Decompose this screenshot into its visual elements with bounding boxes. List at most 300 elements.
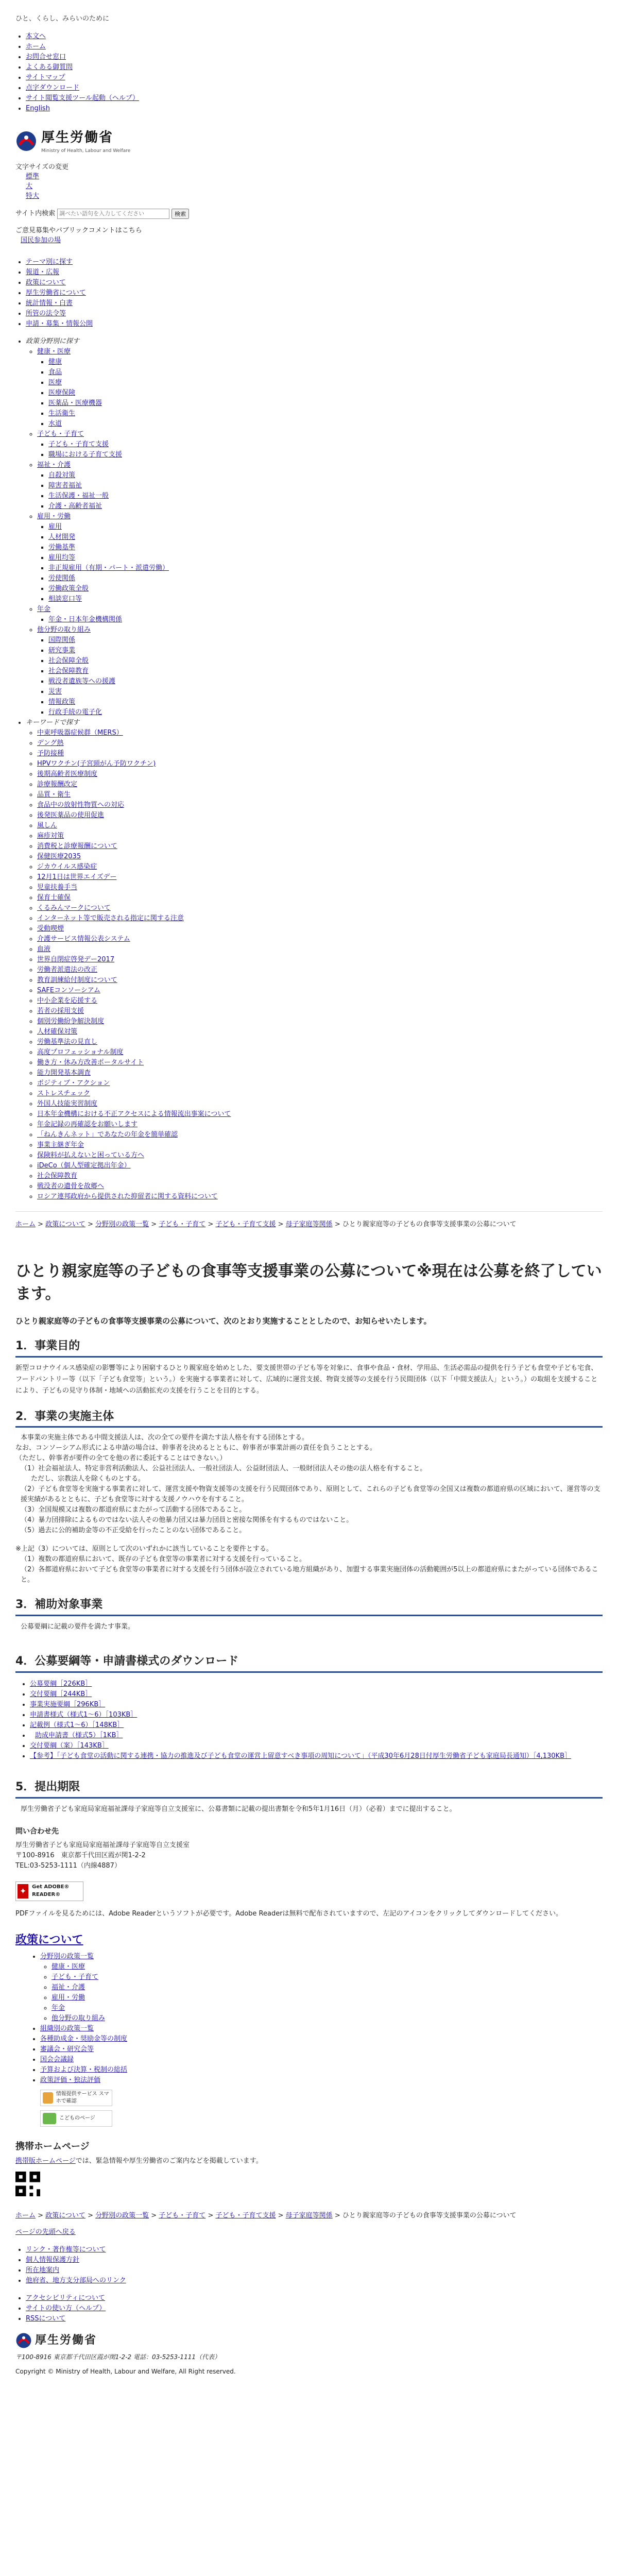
download-link-item	[30, 1710, 603, 1720]
keyword-link-item	[37, 913, 603, 924]
policy-subcategory-link-item	[48, 450, 603, 460]
keyword-link[interactable]: 麻疹対策	[37, 832, 64, 840]
download-link-item	[30, 1741, 603, 1751]
policy-subcategory-link[interactable]: 労働基準	[48, 543, 76, 551]
keyword-link[interactable]: ストレスチェック	[37, 1089, 90, 1097]
related-link-item	[40, 2055, 603, 2065]
keyword-link-item	[37, 1150, 603, 1161]
keyword-link-item	[37, 1027, 603, 1037]
keyword-link[interactable]: SAFEコンソーシアム	[37, 986, 100, 994]
policy-subcategory-list	[37, 439, 603, 460]
adobe-reader-badge[interactable]: ✦ Get ADOBE® READER®	[15, 1882, 83, 1901]
keyword-link[interactable]: 外国人技能実習制度	[37, 1099, 98, 1108]
section-purpose-text: 新型コロナウイルス感染症の影響等により困窮するひとり親家庭を始めとした、要支援世帯の子ども等を対象に、食事や食品・食材、学用品、生活必需品の提供を行う子ども食堂や子ども宅食、フードパントリー等（以下「子ども食堂等」という。）を実施する事業者に対して、広域的に運営支援、物資支援等の支援を行う民間団体（以下「中間支援法人」という。）の取組を支援することにより、子どもの見守り体制・地域への活動拡充の支援を行うことを目的とする。	[15, 1364, 598, 1395]
policy-subcategory-link[interactable]: 災害	[48, 687, 62, 696]
related-link[interactable]: 各種助成金・奨励金等の制度	[40, 2035, 128, 2043]
download-link[interactable]: 交付要綱（案）［143KB］	[30, 1742, 109, 1750]
keyword-link[interactable]: ロシア連邦政府から提供された抑留者に関する資料について	[37, 1192, 218, 1200]
kids-icon	[43, 2113, 56, 2124]
related-policy-heading[interactable]: 政策について	[15, 1934, 83, 1947]
keyword-link-item	[37, 872, 603, 883]
footer-link[interactable]: RSSについて	[26, 2315, 66, 2323]
policy-subcategory-link-item	[48, 646, 603, 656]
keyword-link[interactable]: 介護サービス情報公表システム	[37, 935, 130, 943]
footer-link-item	[26, 2255, 603, 2265]
related-child-link-item	[52, 1962, 603, 1972]
kids-page-banner[interactable]: こどものページ	[40, 2110, 112, 2127]
keyword-link[interactable]: インターネット等で販売される指定に関する注意	[37, 914, 184, 922]
faq-link[interactable]: よくある御質問	[26, 63, 73, 71]
footer-link[interactable]: 個人情報保護方針	[26, 2256, 80, 2264]
keyword-link[interactable]: 保育士確保	[37, 893, 71, 902]
entity-requirement: （5）過去に公的補助金等の不正受給を行ったことのない団体であること。	[21, 1527, 246, 1535]
policy-subcategory-link-item	[48, 697, 603, 707]
download-link[interactable]: 事業実施要綱［296KB］	[30, 1701, 106, 1709]
related-child-link[interactable]: 健康・医療	[52, 1963, 85, 1971]
keyword-link[interactable]: HPVワクチン(子宮頸がん予防ワクチン)	[37, 759, 156, 768]
policy-subcategory-link-item	[48, 357, 603, 367]
related-link-item	[40, 2075, 603, 2086]
breadcrumb-link[interactable]: 子ども・子育て	[159, 1220, 206, 1228]
search-label: サイト内検索	[15, 209, 56, 217]
policy-subcategory-link-item	[48, 584, 603, 594]
policy-subcategory-link-item	[48, 398, 603, 409]
section-target-heading: 3．補助対象事業	[15, 1597, 603, 1616]
policy-subcategory-link[interactable]: 障害者福祉	[48, 481, 82, 489]
page-top-link[interactable]: ページの先頭へ戻る	[15, 2228, 76, 2236]
breadcrumb-link[interactable]: 分野別の政策一覧	[95, 1220, 149, 1228]
breadcrumb-separator: >	[85, 2211, 96, 2219]
breadcrumb-link[interactable]: 子ども・子育て	[159, 2211, 206, 2219]
tagline: ひと、くらし、みらいのために	[15, 15, 110, 23]
download-link-item	[30, 1720, 603, 1731]
adobe-pdf-icon: ✦	[18, 1884, 28, 1899]
footer-link-item	[26, 2303, 603, 2314]
utility-link-english	[26, 104, 603, 114]
entity-note: （1）複数の都道府県において、既存の子ども食堂等の事業者に対する支援を行っていること。	[21, 1555, 306, 1564]
related-child-link[interactable]: 子ども・子育て	[52, 1973, 99, 1981]
gnav-applications[interactable]: 申請・募集・情報公開	[26, 319, 93, 328]
related-child-link[interactable]: 他分野の取り組み	[52, 2014, 106, 2023]
policy-subcategory-link-item	[48, 563, 603, 573]
font-size-xlarge[interactable]: 特大	[26, 192, 40, 200]
public-comment-text: ご意見募集やパブリックコメントはこちら	[15, 226, 142, 234]
keyword-link[interactable]: 診療報酬改定	[37, 780, 78, 788]
download-link[interactable]: 公募要綱［226KB］	[30, 1680, 92, 1688]
download-link[interactable]: 助成申請書（様式5）［1KB］	[35, 1732, 123, 1740]
keyword-link[interactable]: 働き方・休み方改善ポータルサイト	[37, 1058, 144, 1066]
keyword-link[interactable]: 若者の採用支援	[37, 1007, 84, 1015]
home-link[interactable]: ホーム	[26, 42, 46, 50]
keyword-link[interactable]: 社会保障教育	[37, 1172, 78, 1180]
mobile-heading: 携帯ホームページ	[15, 2141, 90, 2153]
keyword-link[interactable]: 消費税と診療報酬について	[37, 842, 117, 850]
global-navigation	[15, 257, 603, 1202]
keyword-link-item	[37, 1058, 603, 1068]
policy-category	[37, 460, 603, 512]
entity-requirement: （1）社会福祉法人、特定非営利活動法人、公益社団法人、一般社団法人、公益財団法人、一般財団法人その他の法人格を有すること。	[21, 1465, 427, 1473]
entity-line: 本事業の実施主体である中間支援法人は、次の全ての要件を満たす法人格を有する団体とする。	[21, 1434, 309, 1442]
policy-subcategory-link[interactable]: 労使関係	[48, 574, 76, 582]
keyword-link[interactable]: 労働基準法の見直し	[37, 1038, 98, 1046]
related-child-link[interactable]: 福祉・介護	[52, 1984, 85, 1992]
policy-subcategory-link[interactable]: 子ども・子育て支援	[48, 440, 109, 448]
policy-category	[37, 429, 603, 460]
keyword-link[interactable]: 12月1日は世界エイズデー	[37, 873, 117, 881]
keyword-link-item	[37, 759, 603, 769]
breadcrumb	[15, 1211, 603, 1230]
policy-category	[37, 604, 603, 625]
breadcrumb-current: ひとり親家庭等の子どもの食事等支援事業の公募について	[342, 2211, 517, 2219]
keyword-link[interactable]: 個別労働紛争解決制度	[37, 1017, 105, 1025]
keyword-link[interactable]: 世界自閉症啓発デー2017	[37, 955, 115, 963]
breadcrumb-link[interactable]: 子ども・子育て支援	[215, 1220, 276, 1228]
keyword-link[interactable]: 風しん	[37, 821, 58, 829]
footer-logo[interactable]	[15, 2332, 603, 2349]
footer-link-item	[26, 2293, 603, 2303]
policy-subcategory-link[interactable]: 職場における子育て支援	[48, 450, 123, 459]
keyword-link[interactable]: 戦没者の遺骨を故郷へ	[37, 1182, 105, 1190]
keyword-link-item	[37, 852, 603, 862]
related-child-link-item	[52, 1993, 603, 2003]
related-link[interactable]: 予算および決算・税制の総括	[40, 2066, 128, 2074]
utility-link-home	[26, 42, 603, 52]
policy-subcategory-link[interactable]: 研究事業	[48, 646, 76, 654]
mobile-link[interactable]: 携帯版ホームページ	[15, 2157, 76, 2165]
policy-subcategory-link-item	[48, 615, 603, 625]
related-link[interactable]: 分野別の政策一覧	[40, 1953, 94, 1961]
entity-requirement-note: ただし、宗教法人を除くものとする。	[31, 1475, 145, 1483]
policy-category-label[interactable]: 雇用・労働	[37, 512, 71, 520]
breadcrumb-separator: >	[149, 1220, 159, 1228]
search-input[interactable]	[57, 209, 169, 219]
related-link[interactable]: 国会会議録	[40, 2056, 74, 2064]
related-link[interactable]: 組織別の政策一覧	[40, 2025, 94, 2033]
footer-link[interactable]: アクセシビリティについて	[26, 2294, 106, 2302]
keyword-link[interactable]: 教育訓練給付制度について	[37, 976, 117, 984]
policy-subcategory-list	[37, 470, 603, 512]
policy-subcategory-link-item	[48, 635, 603, 646]
keyword-link[interactable]: デング熱	[37, 739, 64, 747]
keyword-link[interactable]: 人材確保対策	[37, 1027, 78, 1036]
download-link-item	[30, 1731, 603, 1741]
entity-note: ※上記（3）については、原則として次のいずれかに該当していることを要件とする。	[15, 1545, 273, 1553]
keyword-link[interactable]: 保健医療2035	[37, 852, 81, 860]
keyword-link[interactable]: ジカウイルス感染症	[37, 862, 97, 871]
policy-subcategory-link[interactable]: 国際関係	[48, 636, 76, 644]
policy-subcategory-link[interactable]: 年金・日本年金機構関係	[48, 615, 123, 623]
site-logo[interactable]	[15, 128, 603, 155]
entity-note: （2）各都道府県において子ども食堂等の事業者に対する支援を行う団体が設立されている地方組織があり、加盟する事業実施団体の活動範囲が5以上の都道府県にまたがっている団体であること。	[21, 1566, 598, 1584]
keyword-link[interactable]: 高度プロフェッショナル制度	[37, 1048, 124, 1056]
adobe-note: PDFファイルを見るためには、Adobe Readerというソフトが必要です。Adobe Readerは無料で配布されていますので、左記のアイコンをクリックしてダウンロードしてください。	[15, 1909, 563, 1918]
policy-subcategory-link[interactable]: 医薬品・医療機器	[48, 399, 102, 407]
footer-link[interactable]: 他府省、地方支分部局へのリンク	[26, 2277, 126, 2285]
entity-line: なお、コンソーシアム形式による申請の場合は、幹事者を決めるとともに、幹事者が事業計画の責任を負うこととする。	[15, 1444, 376, 1452]
breadcrumb-link[interactable]: 政策について	[45, 1220, 85, 1228]
keyword-link[interactable]: 労働者派遣法の改正	[37, 965, 98, 974]
keyword-link[interactable]: ポジティブ・アクション	[37, 1079, 110, 1087]
keyword-link-item	[37, 996, 603, 1006]
keyword-link[interactable]: 児童扶養手当	[37, 883, 78, 891]
policy-subcategory-link[interactable]: 生活保護・福祉一般	[48, 492, 109, 500]
policy-subcategory-link-item	[48, 481, 603, 491]
breadcrumb-link[interactable]: 母子家庭等関係	[285, 2211, 333, 2219]
keyword-link-item	[37, 1140, 603, 1150]
footer-link-item	[26, 2265, 603, 2276]
keyword-link-item	[37, 1130, 603, 1140]
footer-link[interactable]: 所在地案内	[26, 2266, 60, 2275]
logo-mark-icon	[15, 130, 37, 152]
footer-link-item	[26, 2314, 603, 2324]
policy-subcategory-link-item	[48, 522, 603, 532]
breadcrumb-link[interactable]: 政策について	[45, 2211, 85, 2219]
related-child-link-item	[52, 1982, 603, 1993]
logo-text: 厚生労働省	[41, 129, 114, 145]
policy-category-label[interactable]: 年金	[37, 605, 51, 613]
skip-link[interactable]: 本文へ	[26, 32, 46, 40]
keyword-label: キーワードで探す	[26, 718, 80, 726]
breadcrumb-link[interactable]: ホーム	[15, 1220, 36, 1228]
utility-links	[15, 31, 603, 114]
keyword-list	[26, 728, 603, 1202]
contact-line: 〒100-8916 東京都千代田区霞が関1-2-2	[15, 1851, 146, 1859]
policy-subcategory-link[interactable]: 食品	[48, 368, 62, 376]
policy-category	[37, 512, 603, 604]
mobile-section	[15, 2140, 603, 2199]
breadcrumb-link[interactable]: ホーム	[15, 2211, 36, 2219]
policy-subcategory-list	[37, 615, 603, 625]
keyword-link-item	[37, 1161, 603, 1171]
entity-requirement: （4）暴力団排除によるものではない法人その他暴力団又は暴力団員と密接な関係を有するものではないこと。	[21, 1516, 353, 1524]
download-link[interactable]: 記載例（様式1～6）［148KB］	[30, 1721, 124, 1730]
section-entity-body	[15, 1433, 603, 1585]
policy-subcategory-link-item	[48, 409, 603, 419]
keyword-link[interactable]: 保険料が払えないと困っている方へ	[37, 1151, 145, 1159]
download-link-item	[30, 1700, 603, 1710]
keyword-link[interactable]: 後発医薬品の使用促進	[37, 811, 105, 819]
font-size-large[interactable]: 大	[26, 182, 33, 191]
section-target-text: 公募要綱に記載の要件を満たす事業。	[21, 1623, 135, 1631]
policy-subcategory-link-item	[48, 367, 603, 378]
breadcrumb-separator: >	[276, 1220, 286, 1228]
related-link-item	[40, 2034, 603, 2044]
keyword-link-item	[37, 965, 603, 975]
related-child-link[interactable]: 年金	[52, 2004, 65, 2012]
footer-link[interactable]: リンク・著作権等について	[26, 2246, 106, 2254]
keyword-link-item	[37, 790, 603, 800]
related-child-link[interactable]: 雇用・労働	[52, 1994, 85, 2002]
policy-category-label[interactable]: 健康・医療	[37, 347, 71, 355]
utility-link-sitemap	[26, 73, 603, 83]
keyword-link[interactable]: 予防接種	[37, 749, 64, 757]
policy-category-list	[26, 347, 603, 718]
gnav-statistics[interactable]: 統計情報・白書	[26, 299, 73, 307]
keyword-link[interactable]: 日本年金機構における不正アクセスによる情報流出事案について	[37, 1110, 231, 1118]
policy-subcategory-link[interactable]: 人材開発	[48, 533, 76, 541]
contact-link[interactable]: お問合せ窓口	[26, 53, 66, 61]
policy-subcategory-link[interactable]: 自殺対策	[48, 471, 76, 479]
download-link[interactable]: 交付要綱［244KB］	[30, 1690, 92, 1699]
footer-address: 〒100-8916 東京都千代田区霞が関1-2-2 電話：03-5253-1111（代表）	[15, 2353, 220, 2361]
keyword-link[interactable]: 中東呼吸器症候群（MERS）	[37, 728, 123, 737]
page-title: ひとり親家庭等の子どもの食事等支援事業の公募について※現在は公募を終了しています。	[15, 1262, 602, 1303]
keyword-link-item	[37, 1068, 603, 1078]
utility-link-faq	[26, 62, 603, 73]
keyword-link-item	[37, 955, 603, 965]
contact-line: TEL:03-5253-1111（内線4887）	[15, 1861, 121, 1870]
related-child-link-item	[52, 1972, 603, 1982]
policy-subcategory-link-item	[48, 388, 603, 398]
keyword-link[interactable]: 能力開発基本調査	[37, 1069, 91, 1077]
breadcrumb-separator: >	[85, 1220, 96, 1228]
keyword-link[interactable]: 血液	[37, 945, 51, 953]
keyword-link[interactable]: iDeCo（個人型確定拠出年金）	[37, 1161, 131, 1170]
utility-link-contact	[26, 52, 603, 62]
policy-subcategory-link[interactable]: 雇用	[48, 522, 62, 531]
policy-subcategory-link[interactable]: 情報政策	[48, 698, 76, 706]
footer-link[interactable]: サイトの使い方（ヘルプ）	[26, 2304, 106, 2313]
policy-subcategory-link[interactable]: 水道	[48, 419, 62, 428]
footer-links	[15, 2245, 603, 2324]
adobe-reader-banner[interactable]	[15, 1882, 603, 1901]
related-link-item	[40, 2044, 603, 2055]
policy-subcategory-link[interactable]: 医療	[48, 378, 62, 386]
policy-subcategory-link[interactable]: 医療保険	[48, 388, 76, 397]
keyword-link-item	[37, 924, 603, 934]
utility-link-skip	[26, 31, 603, 42]
keyword-link-item	[37, 944, 603, 955]
keyword-link-item	[37, 1006, 603, 1016]
keyword-link-item	[37, 738, 603, 749]
download-link[interactable]: 【参考】「子ども食堂の活動に関する連携・協力の推進及び子ども食堂の運営上留意すべき事項の周知について」（平成30年6月28日付厚生労働省子ども家庭局長通知）［4,130KB］	[30, 1752, 571, 1760]
section-entity-heading: 2．事業の実施主体	[15, 1409, 603, 1428]
utility-link-tools	[26, 93, 603, 104]
keyword-link[interactable]: 事業主継ぎ年金	[37, 1141, 84, 1149]
keyword-link[interactable]: 「ねんきんネット」であなたの年金を簡単確認	[37, 1130, 178, 1139]
font-size-label: 文字サイズの変更	[15, 163, 68, 171]
keyword-link[interactable]: くるみんマークについて	[37, 904, 111, 912]
braille-link[interactable]: 点字ダウンロード	[26, 83, 80, 92]
keyword-link-item	[37, 841, 603, 852]
footer-logo-mark-icon	[15, 2332, 32, 2349]
font-size-switcher	[15, 163, 603, 201]
policy-subcategory-link[interactable]: 戦没者遺族等への援護	[48, 677, 116, 685]
gnav-about[interactable]: 厚生労働省について	[26, 289, 86, 297]
site-search	[15, 209, 603, 219]
policy-category-label[interactable]: 他分野の取り組み	[37, 625, 91, 634]
policy-subcategory-link[interactable]: 非正規雇用（有期・パート・派遣労働）	[48, 564, 169, 572]
breadcrumb-link[interactable]: 分野別の政策一覧	[95, 2211, 149, 2219]
related-link-item	[40, 2024, 603, 2034]
keyword-link-item	[37, 1181, 603, 1192]
keyword-link-item	[37, 903, 603, 913]
policy-category-label[interactable]: 福祉・介護	[37, 461, 71, 469]
keyword-link-item	[37, 821, 603, 831]
policy-subcategory-link[interactable]: 社会保障全般	[48, 656, 89, 665]
policy-subcategory-link-item	[48, 419, 603, 429]
gnav-policy[interactable]: 政策について	[26, 278, 66, 286]
related-link[interactable]: 政策評価・独法評価	[40, 2076, 101, 2084]
accessibility-tool-link[interactable]: サイト閲覧支援ツール起動（ヘルプ）	[26, 94, 139, 102]
policy-category	[37, 347, 603, 429]
gnav-theme[interactable]: テーマ別に探す	[26, 258, 73, 266]
keyword-link[interactable]: 受動喫煙	[37, 924, 64, 933]
section-purpose-heading: 1．事業目的	[15, 1338, 603, 1358]
download-link-item	[30, 1689, 603, 1700]
download-link-item	[30, 1679, 603, 1689]
font-size-normal[interactable]: 標準	[26, 173, 40, 181]
breadcrumb-current: ひとり親家庭等の子どもの食事等支援事業の公募について	[342, 1220, 517, 1228]
sitemap-link[interactable]: サイトマップ	[26, 73, 65, 81]
gnav-press[interactable]: 報道・広報	[26, 268, 60, 276]
policy-subcategory-link-item	[48, 378, 603, 388]
policy-subcategory-link[interactable]: 相談窓口等	[48, 595, 82, 603]
site-header	[15, 0, 603, 246]
policy-category-label[interactable]: 子ども・子育て	[37, 430, 84, 438]
policy-subcategory-link-item	[48, 553, 603, 563]
download-link[interactable]: 申請書様式（様式1～6）［103KB］	[30, 1711, 138, 1719]
keyword-link-item	[37, 769, 603, 779]
policy-subcategory-list	[37, 357, 603, 429]
keyword-link[interactable]: 品質・衛生	[37, 790, 71, 799]
keyword-link-item	[37, 1192, 603, 1202]
breadcrumb-link[interactable]: 母子家庭等関係	[285, 1220, 333, 1228]
keyword-link-item	[37, 749, 603, 759]
contact-heading: 問い合わせ先	[15, 1827, 59, 1836]
section-download-heading: 4．公募要綱等・申請書様式のダウンロード	[15, 1653, 603, 1673]
keyword-link[interactable]: 年金記録の再確認をお願いします	[37, 1120, 138, 1128]
policy-subcategory-link[interactable]: 社会保障教育	[48, 667, 89, 675]
footer-logo-text: 厚生労働省	[35, 2333, 97, 2347]
english-link[interactable]: English	[26, 104, 50, 112]
breadcrumb-bottom	[15, 2211, 603, 2221]
related-policy	[15, 1932, 603, 2127]
keyword-link-item	[37, 800, 603, 810]
breadcrumb-link[interactable]: 子ども・子育て支援	[215, 2211, 276, 2219]
public-comment	[15, 226, 603, 246]
search-button[interactable]: 検索	[171, 209, 189, 219]
keyword-link-item	[37, 862, 603, 872]
policy-subcategory-link[interactable]: 健康	[48, 358, 62, 366]
keyword-link[interactable]: 食品中の放射性物質への対応	[37, 801, 125, 809]
gnav-laws[interactable]: 所管の法令等	[26, 309, 66, 317]
policy-fields-label: 政策分野別に探す	[26, 337, 80, 345]
gnav-main-list	[15, 257, 603, 329]
smartphone-icon	[43, 2092, 53, 2104]
contact-line: 厚生労働省子ども家庭局家庭福祉課母子家庭等自立支援室	[15, 1841, 190, 1849]
keyword-link-item	[37, 986, 603, 996]
logo-english-text: Ministry of Health, Labour and Welfare	[41, 148, 131, 154]
policy-subcategory-link-item	[48, 594, 603, 604]
info-service-banner[interactable]: 情報提供サービス スマホで確認	[40, 2090, 112, 2106]
keyword-link[interactable]: 後期高齢者医療制度	[37, 770, 98, 778]
related-link[interactable]: 審議会・研究会等	[40, 2045, 94, 2054]
policy-subcategory-link[interactable]: 行政手続の電子化	[48, 708, 102, 716]
policy-subcategory-link-item	[48, 439, 603, 450]
policy-subcategory-link[interactable]: 雇用均等	[48, 553, 76, 562]
breadcrumb-separator: >	[276, 2211, 286, 2219]
policy-subcategory-link[interactable]: 生活衛生	[48, 409, 76, 417]
policy-subcategory-link-item	[48, 543, 603, 553]
keyword-link-item	[37, 1089, 603, 1099]
policy-subcategory-link[interactable]: 介護・高齢者福祉	[48, 502, 102, 510]
keyword-link[interactable]: 中小企業を応援する	[37, 996, 98, 1005]
keyword-link-item	[37, 975, 603, 986]
policy-subcategory-link-item	[48, 687, 603, 697]
policy-subcategory-link[interactable]: 労働政策全般	[48, 584, 89, 592]
public-comment-link[interactable]: 国民参加の場	[21, 236, 61, 244]
